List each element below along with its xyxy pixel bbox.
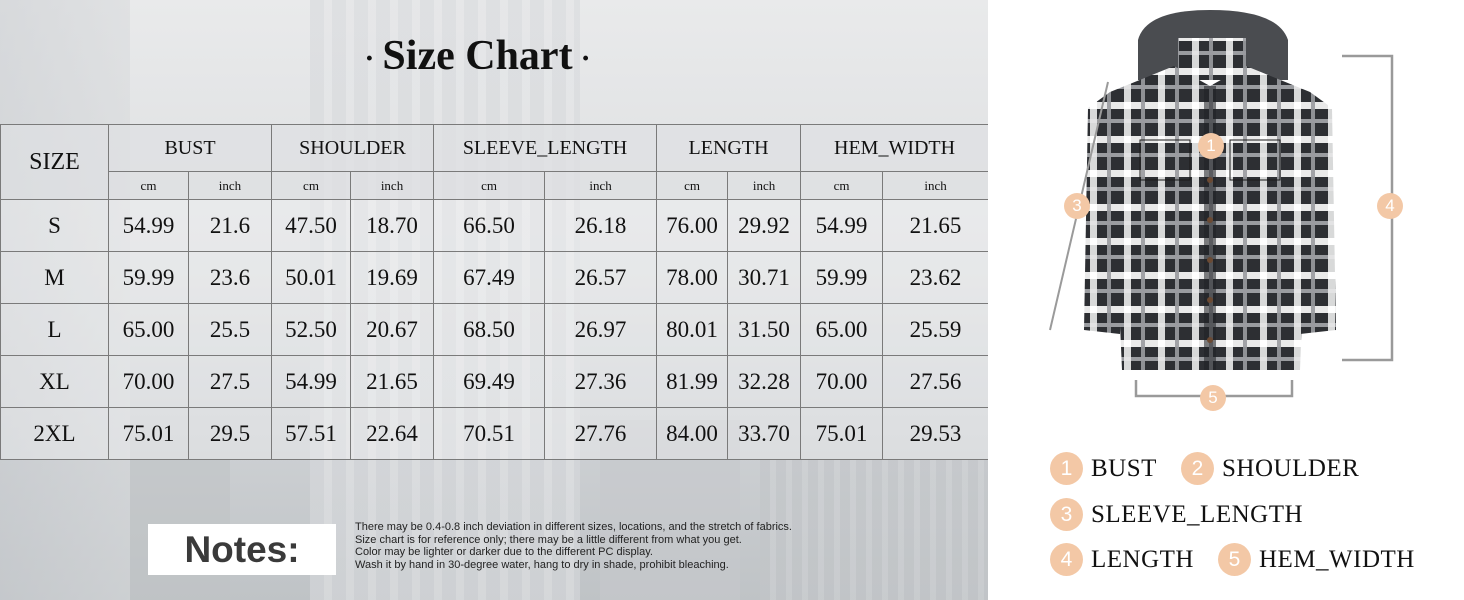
- legend-item-shoulder: [1181, 452, 1359, 485]
- size-cell: 2XL: [1, 408, 109, 460]
- size-cell: L: [1, 304, 109, 356]
- chest-pocket-right: [1230, 140, 1280, 180]
- marker-badge: 3: [1064, 193, 1090, 219]
- column-header: BUST: [109, 125, 272, 172]
- table-cell: 20.67: [351, 304, 434, 356]
- table-cell: 27.5: [189, 356, 272, 408]
- note-line: There may be 0.4-0.8 inch deviation in different sizes, locations, and the stretch of fabrics.: [355, 521, 792, 533]
- legend-label: LENGTH: [1091, 545, 1194, 573]
- button-icon: [1207, 257, 1213, 263]
- chart-title: [0, 32, 955, 80]
- table-header-row: [1, 125, 989, 172]
- table-cell: 54.99: [109, 200, 189, 252]
- size-table: [0, 124, 988, 460]
- button-icon: [1207, 217, 1213, 223]
- table-cell: 21.65: [351, 356, 434, 408]
- column-header: SLEEVE_LENGTH: [434, 125, 657, 172]
- table-cell: 81.99: [657, 356, 728, 408]
- table-cell: 18.70: [351, 200, 434, 252]
- table-cell: 29.92: [728, 200, 801, 252]
- table-cell: 29.5: [189, 408, 272, 460]
- legend-label: BUST: [1091, 454, 1157, 482]
- column-header: SIZE: [1, 125, 109, 200]
- button-icon: [1207, 297, 1213, 303]
- legend-item-sleeve-length: [1050, 498, 1303, 531]
- size-cell: XL: [1, 356, 109, 408]
- table-cell: 21.6: [189, 200, 272, 252]
- table-cell: 70.00: [801, 356, 883, 408]
- button-placket: [1204, 86, 1216, 370]
- unit-header: cm: [657, 172, 728, 200]
- legend-item-length: [1050, 543, 1194, 576]
- note-line: Size chart is for reference only; there may be a little different from what you get.: [355, 533, 742, 546]
- unit-header: inch: [545, 172, 657, 200]
- notes-label-box: [148, 524, 336, 575]
- button-icon: [1207, 337, 1213, 343]
- title-dot-left: ·: [364, 42, 375, 76]
- table-cell: 54.99: [272, 356, 351, 408]
- table-cell: 50.01: [272, 252, 351, 304]
- column-header: SHOULDER: [272, 125, 434, 172]
- table-cell: 27.36: [545, 356, 657, 408]
- table-cell: 69.49: [434, 356, 545, 408]
- legend-item-hem-width: [1218, 543, 1415, 576]
- table-cell: 70.51: [434, 408, 545, 460]
- legend-label: SLEEVE_LENGTH: [1091, 500, 1304, 528]
- table-cell: 25.5: [189, 304, 272, 356]
- legend-label: HEM_WIDTH: [1259, 545, 1415, 573]
- table-cell: 26.97: [545, 304, 657, 356]
- table-cell: 59.99: [109, 252, 189, 304]
- unit-header: inch: [728, 172, 801, 200]
- unit-header: cm: [434, 172, 545, 200]
- table-cell: 27.56: [883, 356, 988, 408]
- unit-header: cm: [272, 172, 351, 200]
- legend-item-bust: [1050, 452, 1157, 485]
- note-line: Wash it by hand in 30-degree water, hang to dry in shade, prohibit bleaching.: [355, 558, 729, 571]
- size-cell: M: [1, 252, 109, 304]
- table-cell: 25.59: [883, 304, 988, 356]
- marker-badge: 4: [1377, 193, 1403, 219]
- table-cell: 57.51: [272, 408, 351, 460]
- table-cell: 78.00: [657, 252, 728, 304]
- notes-title: Notes:: [184, 528, 300, 570]
- table-cell: 65.00: [109, 304, 189, 356]
- table-row: [1, 356, 989, 408]
- table-cell: 29.53: [883, 408, 988, 460]
- table-cell: 75.01: [801, 408, 883, 460]
- unit-header: inch: [189, 172, 272, 200]
- legend-badge: 5: [1218, 543, 1251, 576]
- table-cell: 84.00: [657, 408, 728, 460]
- table-cell: 31.50: [728, 304, 801, 356]
- unit-header: cm: [109, 172, 189, 200]
- title-dot-right: ·: [580, 42, 591, 76]
- button-icon: [1207, 177, 1213, 183]
- column-header: HEM_WIDTH: [801, 125, 988, 172]
- table-cell: 47.50: [272, 200, 351, 252]
- legend-badge: 1: [1050, 452, 1083, 485]
- measurement-guide-panel: [988, 0, 1464, 600]
- title-text: Size Chart: [382, 33, 573, 79]
- notes-text: [355, 521, 915, 571]
- table-row: [1, 408, 989, 460]
- table-cell: 59.99: [801, 252, 883, 304]
- table-cell: 70.00: [109, 356, 189, 408]
- table-cell: 23.62: [883, 252, 988, 304]
- table-cell: 75.01: [109, 408, 189, 460]
- table-cell: 80.01: [657, 304, 728, 356]
- table-cell: 33.70: [728, 408, 801, 460]
- table-cell: 54.99: [801, 200, 883, 252]
- marker-badge: 5: [1200, 385, 1226, 411]
- table-cell: 32.28: [728, 356, 801, 408]
- legend-badge: 4: [1050, 543, 1083, 576]
- table-cell: 76.00: [657, 200, 728, 252]
- table-cell: 66.50: [434, 200, 545, 252]
- table-cell: 67.49: [434, 252, 545, 304]
- legend-badge: 3: [1050, 498, 1083, 531]
- table-row: [1, 200, 989, 252]
- legend-label: SHOULDER: [1222, 454, 1360, 482]
- table-row: [1, 252, 989, 304]
- table-cell: 30.71: [728, 252, 801, 304]
- unit-header: inch: [351, 172, 434, 200]
- table-cell: 22.64: [351, 408, 434, 460]
- table-unit-row: [1, 172, 989, 200]
- table-row: [1, 304, 989, 356]
- chest-pocket-left: [1140, 140, 1190, 180]
- size-cell: S: [1, 200, 109, 252]
- unit-header: inch: [883, 172, 988, 200]
- table-cell: 26.18: [545, 200, 657, 252]
- note-line: Color may be lighter or darker due to the different PC display.: [355, 546, 653, 558]
- table-cell: 26.57: [545, 252, 657, 304]
- table-cell: 23.6: [189, 252, 272, 304]
- unit-header: cm: [801, 172, 883, 200]
- legend-badge: 2: [1181, 452, 1214, 485]
- table-cell: 19.69: [351, 252, 434, 304]
- table-cell: 52.50: [272, 304, 351, 356]
- table-cell: 21.65: [883, 200, 988, 252]
- table-cell: 65.00: [801, 304, 883, 356]
- marker-badge: 1: [1198, 133, 1224, 159]
- column-header: LENGTH: [657, 125, 801, 172]
- table-cell: 27.76: [545, 408, 657, 460]
- table-cell: 68.50: [434, 304, 545, 356]
- jacket-diagram: [988, 0, 1464, 430]
